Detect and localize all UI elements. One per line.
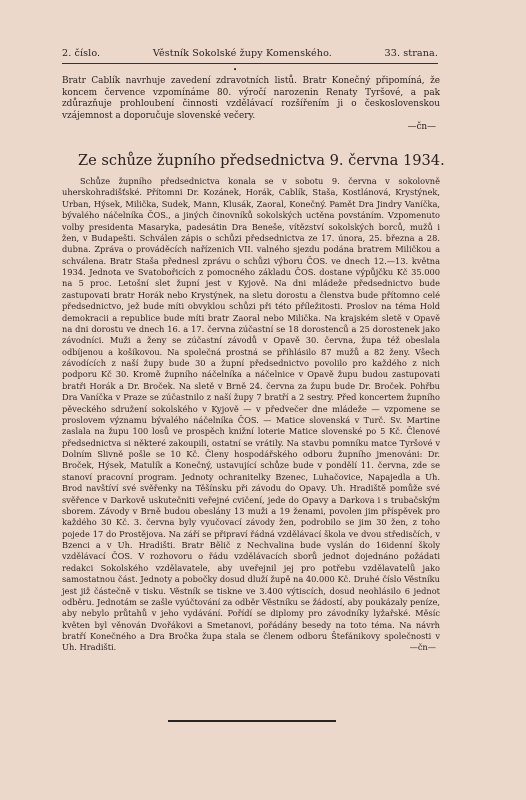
article-title: Ze schůze župního předsednictva 9. června 1934.: [78, 152, 445, 169]
journal-title: Věstník Sokolské župy Komenského.: [152, 48, 332, 59]
page-number: 33. strana.: [384, 48, 438, 59]
header-rule: [62, 63, 438, 64]
intro-signature: —čn—: [407, 122, 436, 133]
page-header: [62, 48, 438, 59]
footer-rule: [168, 720, 336, 722]
article-signature: —čn—: [409, 642, 436, 653]
issue-number: 2. číslo.: [62, 48, 101, 59]
article-body: [62, 176, 440, 654]
article-text: Schůze župního předsednictva konala se v sobotu 9. června v sokolovně uherskohradišťské. Přítomni Dr. Kozánek, Horák, Cablík, Staša, Kostlánová, Krystýnek, Urban, Hýsek, Milička, Sudek, Mann, Klusák, Zaoral, Konečný. Pamět Dra Jindry Vaníčka, bývalého náčelníka ČOS., a jiných činovníků sokolských uctěna povstáním. Vzpomenuto volby presidenta Masaryka, padesátin Dra Beneše, vítězství sokolských borců, mužů i žen, v Budapešti. Schválen zápis o schůzi předsednictva ze 17. února, 25. března a 28. dubna. Zpráva o prováděcích nařízenich VII. valného sjezdu podána bratrem Miličkou a schválena. Bratr Staša přednesl zprávu o schůzi výboru ČOS. ve dnech 12.—13. května 1934. Jednota ve Svatobořicích z pomocného základu ČOS. dostane výpůjčku Kč 35.000 na 5 proc. Letošní slet župní jest v Kyjově. Na dni mládeže předsednictvo bude zastupovati bratr Horák nebo Krystýnek, na sletu dorostu a členstva bude přítomno celé předsednictvo, jež bude míti obvyklou schůzi při této příležitosti. Proslov na téma Hold demokracii a republice bude míti bratr Zaoral nebo Milička. Na krajském sletě v Opavě na dni dorostu ve dnech 16. a 17. června zúčastní se 18 dorostenců a 25 dorostenek jako závodníci. Muži a ženy se zúčastní závodů v Opavě 30. června, župa též obeslala odbíjenou a košíkovou. Na společná prostná se přihlásilo 87 mužů a 82 ženy. Všech závodících z naší župy bude 30 a župní předsednictvo povolilo pro každého z nich podporu Kč 30. Kromě župního náčelníka a náčelnice v Opavě župu budou zastupovati bratři Horák a Dr. Broček. Na sletě v Brně 24. června za župu bude Dr. Broček. Pohřbu Dra Vaníčka v Praze se zúčastnilo z naší župy 7 bratří a 2 sestry. Před koncertem župního pěveckého sdružení sokolského v Kyjově — v předvečer dne mládeže — vzpomene se proslovem významu bývalého náčelníka ČOS. — Matice slovenská v Turč. Sv. Martine zaslala na župu 100 losů ve prospěch knižní loterie Matice slovenské po 5 Kč. Členové předsednictva si některé zakoupili, ostatní se vrátily. Na stavbu pomníku matce Tyršové v Dolním Slivně pošle se 10 Kč. Členy hospodářského odboru župního jmenováni: Dr. Broček, Hýsek, Matulík a Konečný, ustavující schůze bude v pondělí 11. června, zde se stanoví pracovní program. Jednoty ochranitelky Bzenec, Luhačovice, Napajedla a Uh. Brod navštíví své svěřenky na Těšínsku při závodu do Opavy. Uh. Hradiště pomůže své svěřence v Darkově uskutečniti veřejné cvičení, jede do Opavy a Darkova i s trubačským sborem. Závody v Brně budou obeslány 13 muži a 19 ženami, povolen jim příspěvek pro každého 30 Kč. 3. června byly vyučovací závody žen, podrobilo se jim 30 žen, z toho pojede 17 do Prostějova. Na září se připraví řádná vzdělávací škola ve dvou středisčích, v Bzenci a v Uh. Hradišti. Bratr Bělič z Nechvalina bude vyslán do 16idenní školy vzdělávací ČOS. V rozhovoru o řádu vzdělávacích sborů jednot dojednáno požádati redakci Sokolského vzdělavatele, aby uveřejnil jej pro potřebu vzdělavatelů jako samostatnou část. Jednoty a pobočky dosud dluží župě na 40.000 Kč. Druhé číslo Věstníku jest již částečně v tisku. Věstník se tiskne ve 3.400 výtiscích, dosud neohlásilo 6 jednot odběru. Jednotám se zašle vyúčtování za odběr Věstníku se žádostí, aby poukázaly peníze, aby nebylo průtahů v jeho vydávání. Pořídí se diplomy pro závodníky lyžařské. Měsíc květen byl věnován Dvořákovi a Smetanovi, pořádány besedy na toto téma. Na návrh bratří Konečného a Dra Bročka župa stala se členem odboru Štefánikovy společnosti v Uh. Hradišti.: [62, 176, 440, 653]
intro-paragraph: [62, 76, 440, 134]
ornament-dot: •: [233, 66, 238, 74]
intro-text: Bratr Cablík navrhuje zavedení zdravotních listů. Bratr Konečný připomíná, že koncem července vzpomínáme 80. výročí narozenin Renaty Tyršové, a pak zdůrazňuje prohloubení činnosti vzdělávací rozšířením ji o československou vzájemnost a doporučuje slovenské večery.: [62, 76, 440, 121]
